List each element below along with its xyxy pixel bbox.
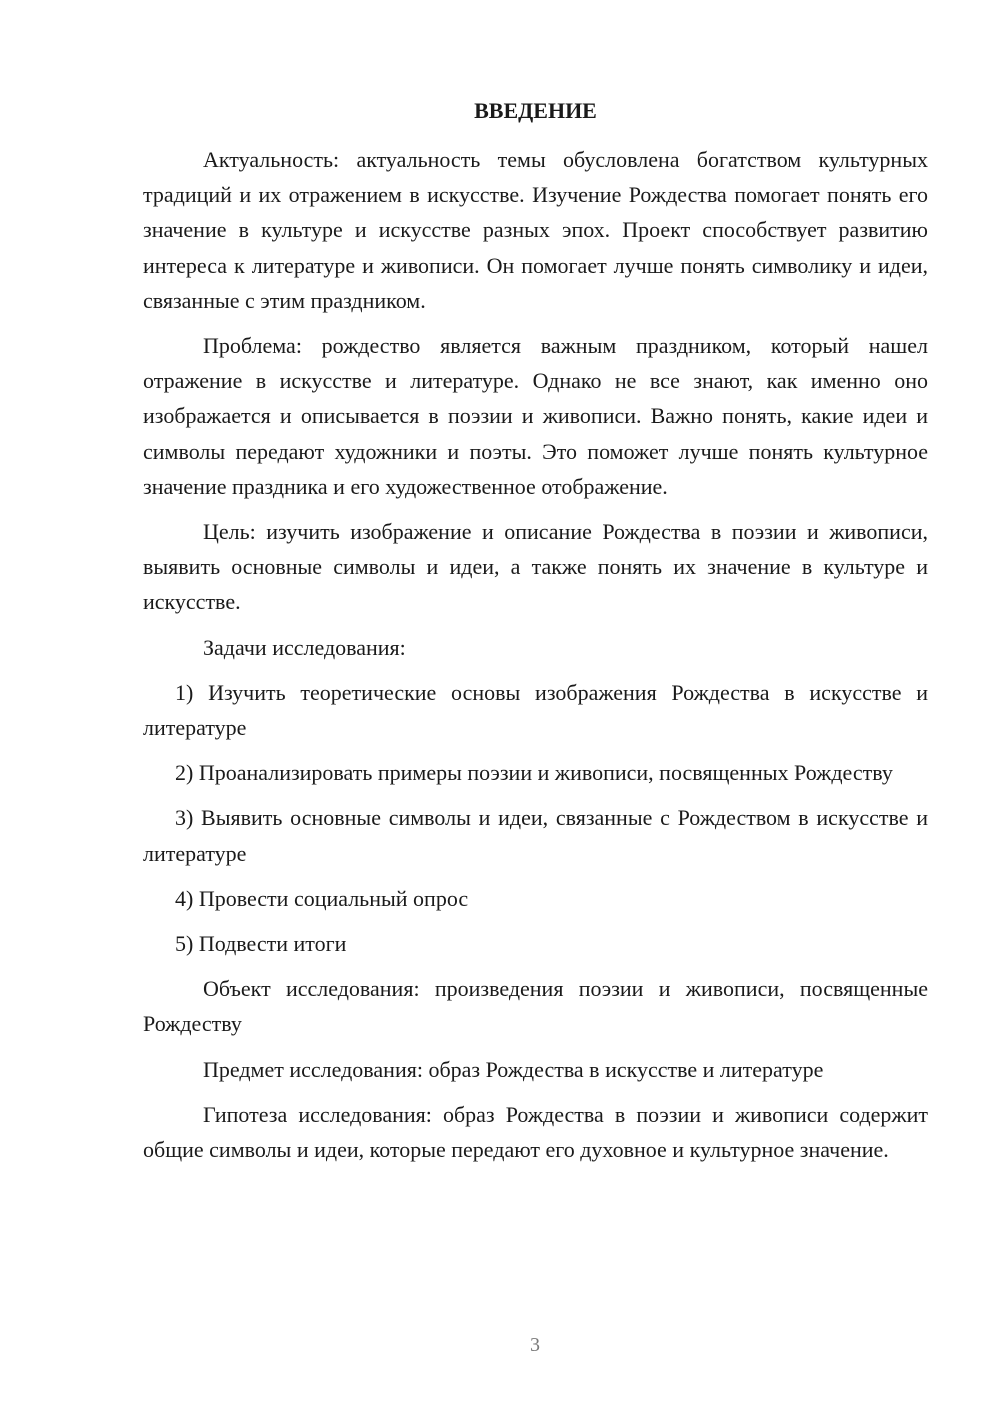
task-item-4: 4) Провести социальный опрос — [175, 885, 469, 911]
task-item-1: 1) Изучить теоретические основы изображения Рождества в искусстве и литературе — [143, 679, 928, 741]
page-title: ВВЕДЕНИЕ — [474, 98, 597, 123]
task-item-5: 5) Подвести итоги — [175, 931, 347, 957]
paragraph-relevance: Актуальность: актуальность темы обусловлена богатством культурных традиций и их отражением в искусстве. Изучение Рождества помогает понять его значение в культуре и искусстве разных эпох. Проект способствует развитию интереса к литературе и живописи. Он помогает лучше понять символику и идеи, связанные с этим праздником. — [143, 147, 928, 313]
document-body — [143, 142, 928, 1177]
paragraph-goal: Цель: изучить изображение и описание Рождества в поэзии и живописи, выявить основные символы и идеи, а также понять их значение в культуре и искусстве. — [143, 519, 928, 615]
paragraph-problem: Проблема: рождество является важным праздником, который нашел отражение в искусстве и литературе. Однако не все знают, как именно оно изображается и описывается в поэзии и живописи. Важно понять, какие идеи и символы передают художники и поэты. Это поможет лучше понять культурное значение праздника и его художественное отображение. — [143, 333, 928, 499]
tasks-heading: Задачи исследования: — [203, 634, 406, 660]
paragraph-object: Объект исследования: произведения поэзии и живописи, посвященные Рождеству — [143, 976, 928, 1037]
page-number: 3 — [530, 1334, 540, 1356]
task-item-3: 3) Выявить основные символы и идеи, связанные с Рождеством в искусстве и литературе — [143, 805, 928, 866]
paragraph-hypothesis: Гипотеза исследования: образ Рождества в поэзии и живописи содержит общие символы и идеи, которые передают его духовное и культурное значение. — [143, 1101, 928, 1163]
paragraph-subject: Предмет исследования: образ Рождества в искусстве и литературе — [203, 1056, 824, 1082]
task-item-2: 2) Проанализировать примеры поэзии и живописи, посвященных Рождеству — [175, 760, 893, 786]
